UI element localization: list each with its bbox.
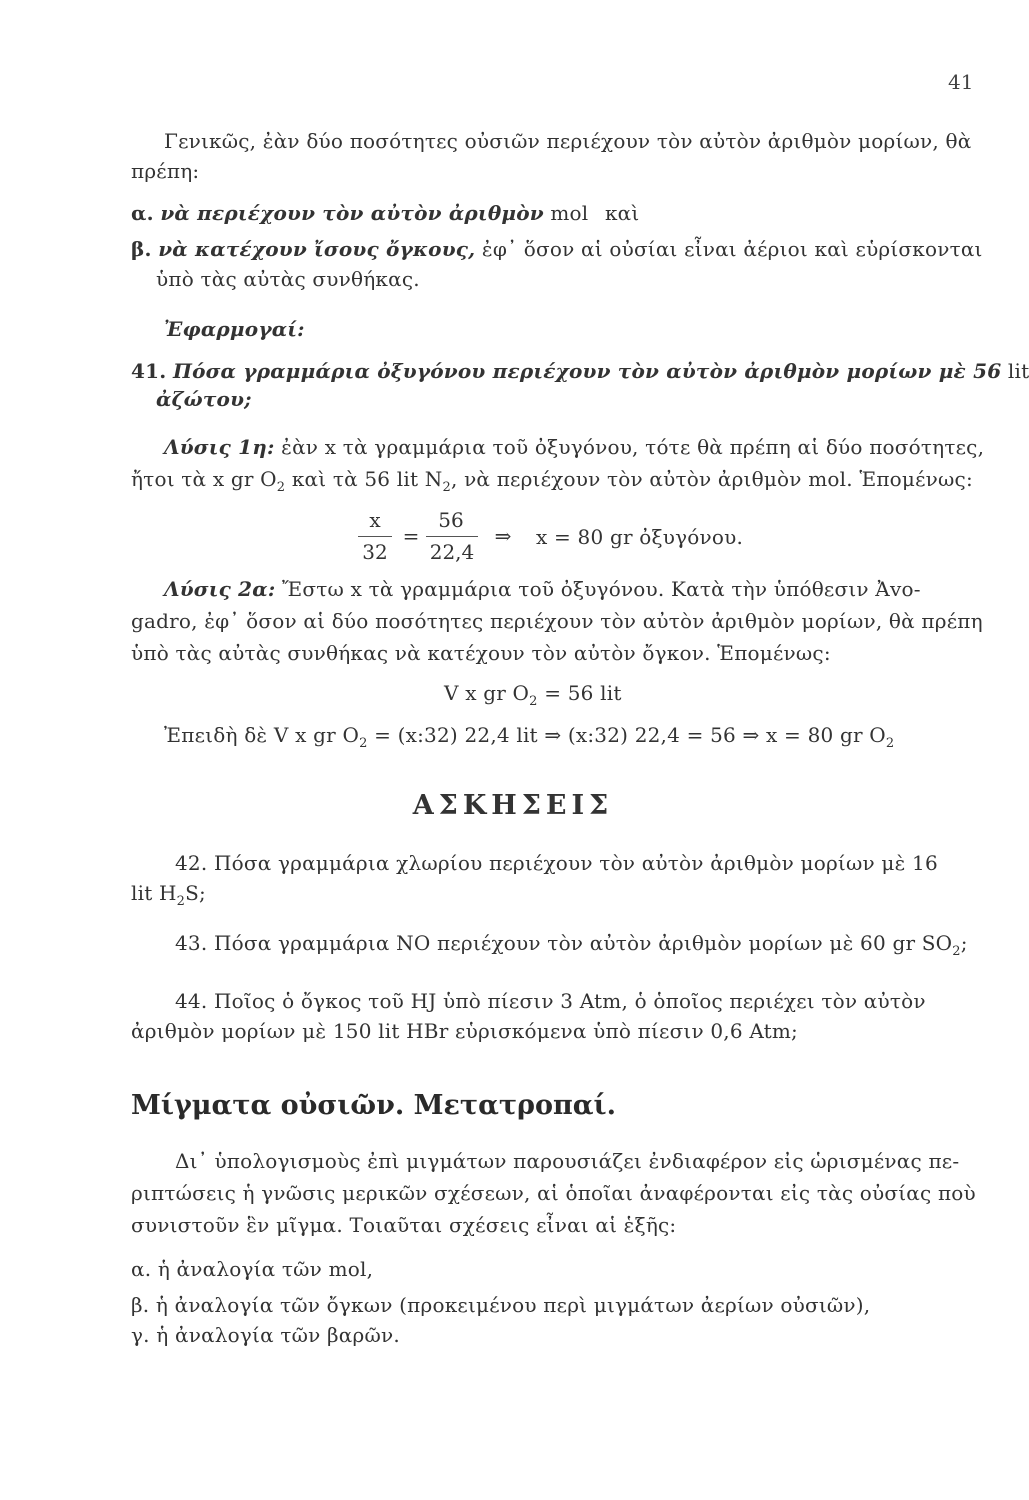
- intro-item-a: [131, 200, 639, 226]
- exercise-42-line-2: [131, 880, 206, 915]
- equation-volume: [444, 680, 622, 715]
- subscript: 2: [176, 894, 186, 909]
- solution-1-result: x = 80 gr ὀξυγόνου.: [536, 525, 744, 549]
- solution-1-text-a: ἤτοι τὰ x gr O: [131, 467, 277, 491]
- solution-2-line-2: gadro, ἐφ᾽ ὅσον αἱ δύο ποσότητες περιέχουν τὸν αὐτὸν ἀριθμὸν μορίων, θὰ πρέπη: [131, 609, 983, 633]
- solution-2-line-1: [164, 576, 921, 602]
- mixtures-title: Μίγματα οὐσιῶν. Μετατροπαί.: [131, 1090, 616, 1121]
- exercise-43: [175, 930, 968, 965]
- item-a-prefix: α.: [131, 201, 154, 225]
- equation-volume-a: V x gr O: [444, 681, 530, 705]
- equation-derivation-a: Ἐπειδὴ δὲ V x gr O: [164, 723, 360, 747]
- solution-1-line-2: [131, 466, 973, 501]
- subscript: 2: [359, 736, 368, 751]
- equals-sign: =: [402, 524, 420, 548]
- item-a-mol: mol: [550, 201, 589, 225]
- item-b-prefix: β.: [131, 237, 152, 261]
- mixtures-list-item: β. ἡ ἀναλογία τῶν ὄγκων (προκειμένου περὶ μιγμάτων ἀερίων οὐσιῶν),: [131, 1293, 871, 1317]
- fraction-1-numerator: x: [369, 508, 381, 532]
- solution-2-label: Λύσις 2α:: [164, 577, 276, 601]
- exercise-42-text-a: lit H: [131, 881, 177, 905]
- problem-number: 41.: [131, 359, 167, 383]
- exercises-heading: ΑΣΚΗΣΕΙΣ: [412, 790, 614, 821]
- mixtures-paragraph-line-1: Δι᾽ ὑπολογισμοὺς ἐπὶ μιγμάτων παρουσιάζει ἐνδιαφέρον εἰς ὡρισμένας πε-: [175, 1149, 960, 1173]
- fraction-2-bar: [426, 536, 478, 537]
- solution-2-line-3: ὑπὸ τὰς αὐτὰς συνθήκας νὰ κατέχουν τὸν αὐτὸν ὄγκον. Ἑπομένως:: [131, 641, 831, 665]
- applications-title: Ἐφαρμογαί:: [164, 317, 305, 341]
- solution-1-text-b: καὶ τὰ 56 lit N: [291, 467, 443, 491]
- equation-derivation: [164, 722, 894, 757]
- solution-1-text-c: , νὰ περιέχουν τὸν αὐτὸν ἀριθμὸν mol. Ἑπομένως:: [450, 467, 973, 491]
- item-a-text: νὰ περιέχουν τὸν αὐτὸν ἀριθμὸν: [160, 201, 544, 225]
- exercise-44-line-1: 44. Ποῖος ὁ ὄγκος τοῦ HJ ὑπὸ πίεσιν 3 Atm, ὁ ὁποῖος περιέχει τὸν αὐτὸν: [175, 989, 926, 1013]
- intro-item-b: [131, 236, 983, 262]
- mixtures-paragraph-line-2: ριπτώσεις ἡ γνῶσις μερικῶν σχέσεων, αἱ ὁποῖαι ἀναφέρονται εἰς τὰς οὐσίας ποὺ: [131, 1181, 976, 1205]
- item-a-end: καὶ: [604, 201, 640, 225]
- subscript: 2: [952, 944, 961, 959]
- subscript: 2: [529, 694, 538, 709]
- mixtures-list-item: γ. ἡ ἀναλογία τῶν βαρῶν.: [131, 1323, 400, 1347]
- mixtures-paragraph-line-3: συνιστοῦν ἓν μῖγμα. Τοιαῦται σχέσεις εἶναι αἱ ἑξῆς:: [131, 1213, 677, 1237]
- subscript: 2: [276, 480, 286, 495]
- intro-line-2: πρέπη:: [131, 159, 200, 183]
- fraction-1-bar: [358, 536, 392, 537]
- subscript: 2: [885, 736, 895, 751]
- item-b-bold: νὰ κατέχουν ἴσους ὄγκους,: [158, 237, 476, 261]
- equation-volume-b: = 56 lit: [544, 681, 622, 705]
- solution-2-text: Ἔστω x τὰ γραμμάρια τοῦ ὀξυγόνου. Κατὰ τὴν ὑπόθεσιν Ἀvo-: [282, 577, 921, 601]
- fraction-2-numerator: 56: [438, 508, 464, 532]
- implies-arrow: ⇒: [494, 524, 512, 548]
- mixtures-list-item: α. ἡ ἀναλογία τῶν mol,: [131, 1257, 374, 1281]
- fraction-1-denominator: 32: [362, 540, 388, 564]
- exercise-42-line-1: 42. Πόσα γραμμάρια χλωρίου περιέχουν τὸν αὐτὸν ἀριθμὸν μορίων μὲ 16: [175, 851, 938, 875]
- exercise-44-line-2: ἀριθμὸν μορίων μὲ 150 lit HBr εὑρισκόμενα ὑπὸ πίεσιν 0,6 Atm;: [131, 1019, 798, 1043]
- solution-1-line-1: [164, 434, 984, 460]
- exercise-42-text-b: S;: [185, 881, 206, 905]
- intro-item-b-line-2: ὑπὸ τὰς αὐτὰς συνθήκας.: [156, 267, 420, 291]
- intro-line-1: Γενικῶς, ἐὰν δύο ποσότητες οὐσιῶν περιέχουν τὸν αὐτὸν ἀριθμὸν μορίων, θὰ: [164, 129, 972, 153]
- solution-1-text: ἐὰν x τὰ γραμμάρια τοῦ ὀξυγόνου, τότε θὰ πρέπη αἱ δύο ποσότητες,: [281, 435, 985, 459]
- item-b-rest: ἐφ᾽ ὅσον αἱ οὐσίαι εἶναι ἀέριοι καὶ εὑρίσκονται: [481, 237, 983, 261]
- page-number: 41: [948, 70, 974, 94]
- exercise-43-text-b: ;: [960, 931, 968, 955]
- problem-text: Πόσα γραμμάρια ὀξυγόνου περιέχουν τὸν αὐτὸν ἀριθμὸν μορίων μὲ 56: [172, 359, 1002, 383]
- equation-derivation-b: = (x:32) 22,4 lit ⇒ (x:32) 22,4 = 56 ⇒ x = 80 gr O: [374, 723, 886, 747]
- subscript: 2: [442, 480, 451, 495]
- exercise-43-text-a: 43. Πόσα γραμμάρια NO περιέχουν τὸν αὐτὸν ἀριθμὸν μορίων μὲ 60 gr SO: [175, 931, 953, 955]
- problem-41: [131, 358, 1029, 384]
- problem-unit: lit: [1007, 359, 1029, 383]
- problem-41-line-2: ἀζώτου;: [156, 387, 252, 411]
- solution-1-label: Λύσις 1η:: [164, 435, 275, 459]
- fraction-2-denominator: 22,4: [429, 540, 475, 564]
